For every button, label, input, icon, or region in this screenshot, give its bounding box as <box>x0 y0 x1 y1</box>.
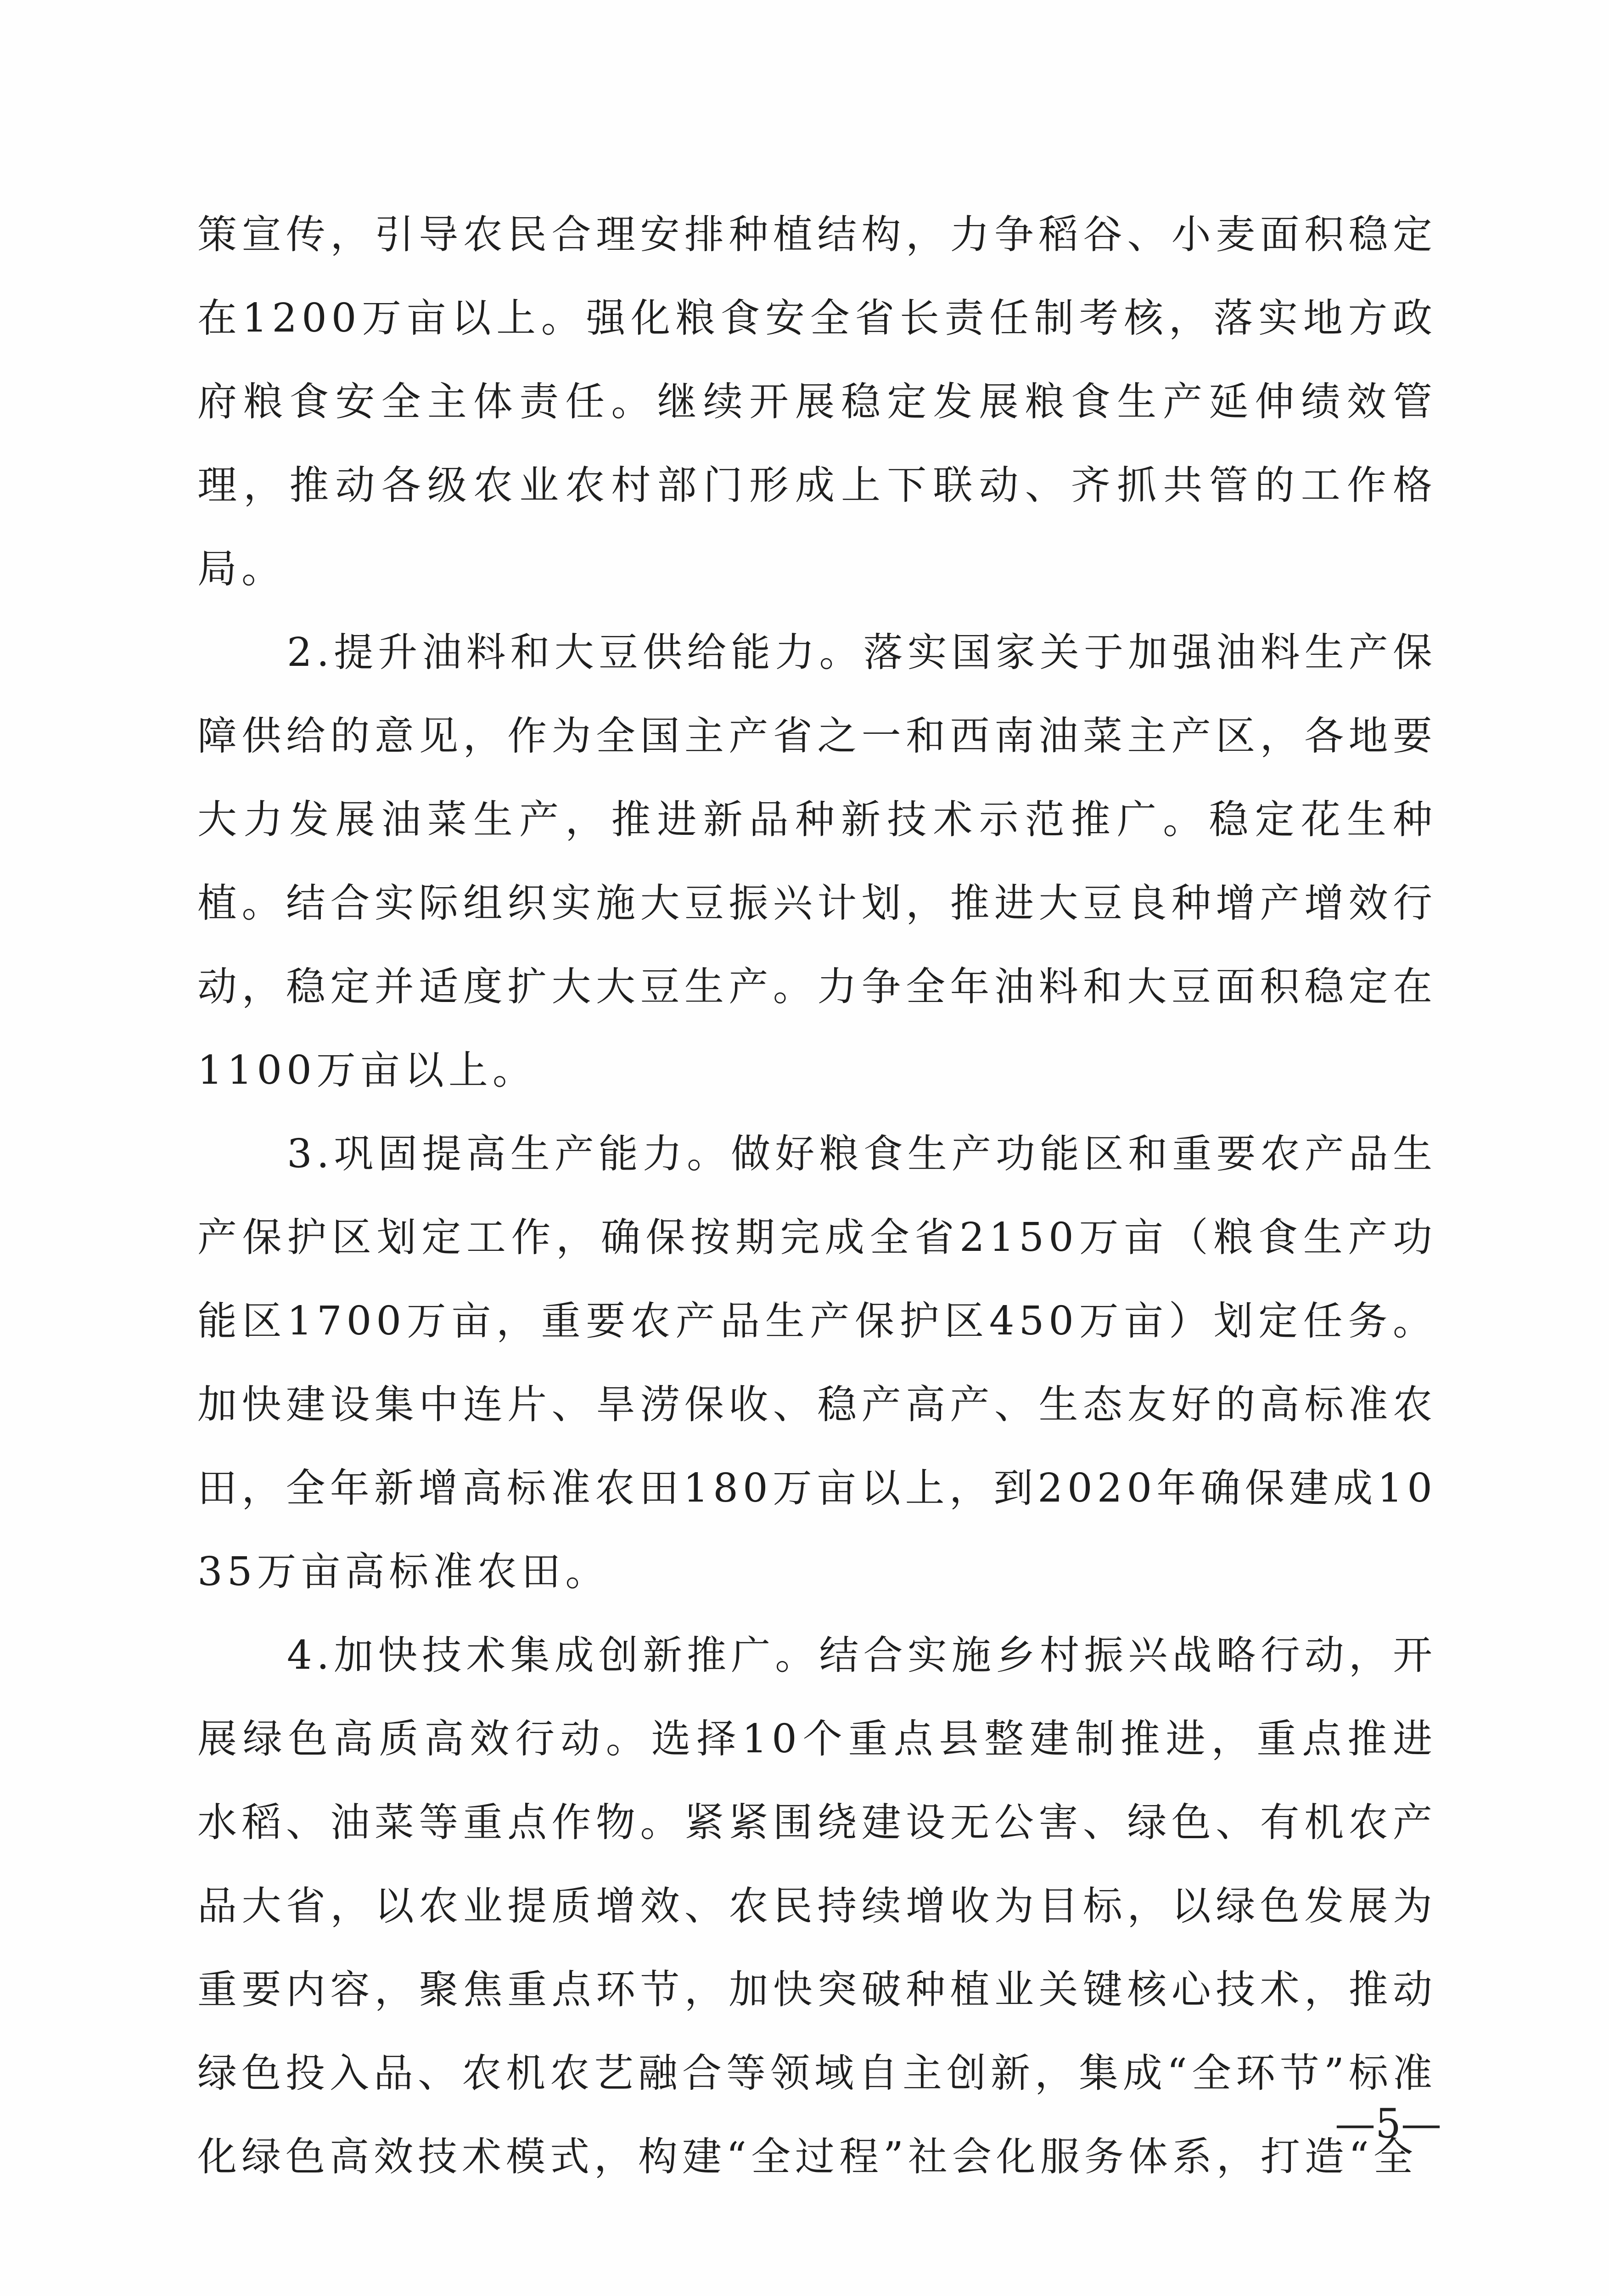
page-number: —5— <box>1335 2100 1441 2147</box>
paragraph-production-capacity: 3.巩固提高生产能力。做好粮食生产功能区和重要农产品生产保护区划定工作，确保按期完成全省2150万亩（粮食生产功能区1700万亩，重要农产品生产保护区450万亩）划定任务。加快建设集中连片、旱涝保收、稳产高产、生态友好的高标准农田，全年新增高标准农田180万亩以上，到2020年确保建成1035万亩高标准农田。 <box>197 1131 1437 1595</box>
document-body <box>197 193 1437 2199</box>
paragraph-continued: 策宣传，引导农民合理安排种植结构，力争稻谷、小麦面积稳定在1200万亩以上。强化粮食安全省长责任制考核，落实地方政府粮食安全主体责任。继续开展稳定发展粮食生产延伸绩效管理，推动各级农业农村部门形成上下联动、齐抓共管的工作格局。 <box>197 212 1437 592</box>
paragraph-technology-innovation: 4.加快技术集成创新推广。结合实施乡村振兴战略行动，开展绿色高质高效行动。选择10个重点县整建制推进，重点推进水稻、油菜等重点作物。紧紧围绕建设无公害、绿色、有机农产品大省，以农业提质增效、农民持续增收为目标，以绿色发展为重要内容，聚焦重点环节，加快突破种植业关键核心技术，推动绿色投入品、农机农艺融合等领域自主创新，集成“全环节”标准化绿色高效技术模式，构建“全过程”社会化服务体系，打造“全 <box>197 1632 1437 2180</box>
paragraph-oilseed-soybean: 2.提升油料和大豆供给能力。落实国家关于加强油料生产保障供给的意见，作为全国主产省之一和西南油菜主产区，各地要大力发展油菜生产，推进新品种新技术示范推广。稳定花生种植。结合实际组织实施大豆振兴计划，推进大豆良种增产增效行动，稳定并适度扩大大豆生产。力争全年油料和大豆面积稳定在1100万亩以上。 <box>197 630 1437 1093</box>
